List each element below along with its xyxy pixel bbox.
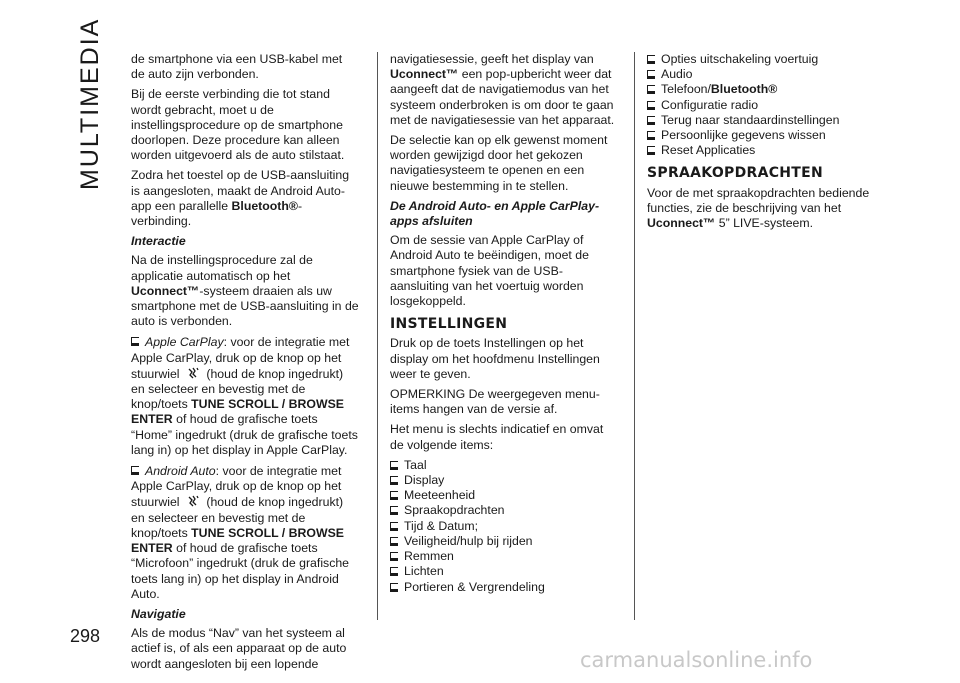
paragraph: de smartphone via een USB-kabel met de auto zijn verbonden. bbox=[131, 52, 343, 82]
text: (houd de knop ingedrukt) en selecteer en bevestig met de knop/toets bbox=[131, 366, 344, 412]
bullet-icon bbox=[647, 70, 655, 79]
list-item bbox=[647, 98, 887, 113]
text: of houd de grafische toets “Home” ingedrukt (druk de grafische toets lang in) op het display in Apple CarPlay. bbox=[131, 412, 358, 457]
list-item bbox=[647, 143, 887, 158]
paragraph bbox=[647, 186, 887, 232]
list-item-label: Lichten bbox=[404, 564, 444, 579]
paragraph: Als de modus “Nav” van het systeem al actief is, of als een apparaat op de auto wordt aangesloten bij een lopende bbox=[131, 626, 347, 671]
paragraph: Om de sessie van Apple CarPlay of Android Auto te beëindigen, moet de smartphone fysiek van de USB-aansluiting van het voertuig worden losgekoppeld. bbox=[390, 233, 589, 309]
list-item bbox=[390, 473, 620, 488]
paragraph bbox=[131, 168, 359, 229]
italic-text: Apple CarPlay bbox=[145, 335, 224, 350]
list-item-label: Telefoon/ bbox=[661, 82, 711, 97]
text: -verbinding. bbox=[131, 198, 303, 229]
list-item bbox=[647, 82, 887, 97]
text: -systeem draaien als uw smartphone met de USB-aansluiting in de auto is verbonden. bbox=[131, 283, 359, 329]
bold-text: Uconnect™ bbox=[131, 283, 200, 298]
list-item-label: Terug naar standaardinstellingen bbox=[661, 112, 840, 127]
bullet-icon bbox=[390, 476, 398, 485]
list-item bbox=[390, 488, 620, 503]
bullet-icon bbox=[647, 146, 655, 155]
list-item bbox=[647, 67, 887, 82]
list-item bbox=[647, 128, 887, 143]
paragraph: Bij de eerste verbinding die tot stand wordt gebracht, moet u de instellingsprocedure op de smartphone doorlopen. Deze procedure kan alleen worden uitgevoerd als de auto stilstaat. bbox=[131, 87, 345, 163]
text: of houd de grafische toets “Microfoon” ingedrukt (druk de grafische toets lang in) op het display in Android Auto. bbox=[131, 541, 350, 601]
paragraph bbox=[131, 253, 359, 329]
bullet-icon bbox=[647, 131, 655, 140]
list-item bbox=[390, 458, 620, 473]
subheading-interactie: Interactie bbox=[131, 234, 186, 249]
voice-command-icon bbox=[186, 366, 200, 380]
bullet-icon bbox=[390, 506, 398, 515]
list-item bbox=[390, 564, 620, 579]
italic-text: Android Auto bbox=[145, 464, 216, 479]
paragraph-carplay bbox=[131, 334, 359, 458]
text: Zodra het toestel op de USB-aansluiting is aangesloten, maakt de Android Auto-app een parallelle bbox=[131, 168, 350, 213]
list-item-label: Veiligheid/hulp bij rijden bbox=[404, 533, 533, 548]
knob-label: TUNE SCROLL / BROWSE ENTER bbox=[131, 525, 344, 556]
text: : voor de integratie met Apple CarPlay, druk op de knop op het stuurwiel bbox=[131, 464, 342, 510]
list-item-label: Remmen bbox=[404, 549, 454, 564]
list-item-label: Opties uitschakeling voertuig bbox=[661, 52, 819, 66]
bullet-icon bbox=[390, 491, 398, 500]
text: navigatiesessie, geeft het display van bbox=[390, 52, 594, 66]
bullet-icon bbox=[647, 55, 655, 64]
paragraph: Druk op de toets Instellingen op het display om het hoofdmenu Instellingen weer te geven. bbox=[390, 336, 600, 381]
list-item bbox=[390, 519, 620, 534]
text: Voor de met spraakopdrachten bediende functies, zie de beschrijving van het bbox=[647, 185, 870, 215]
settings-list-continued bbox=[647, 52, 887, 158]
list-item bbox=[390, 549, 620, 564]
bold-text: Uconnect™ bbox=[647, 216, 716, 231]
bullet-icon bbox=[647, 101, 655, 110]
bold-text: Bluetooth® bbox=[231, 198, 298, 213]
heading-spraakopdrachten: SPRAAKOPDRACHTEN bbox=[647, 165, 824, 182]
list-item bbox=[647, 52, 887, 67]
paragraph: OPMERKING De weergegeven menu-items hangen van de versie af. bbox=[390, 387, 600, 417]
text: (houd de knop ingedrukt) en selecteer en bevestig met de knop/toets bbox=[131, 495, 344, 540]
paragraph: Het menu is slechts indicatief en omvat de volgende items: bbox=[390, 422, 604, 452]
list-item-label: Configuratie radio bbox=[661, 97, 759, 112]
list-item-label: Tijd & Datum; bbox=[404, 518, 479, 533]
bold-text: Bluetooth® bbox=[710, 82, 778, 97]
list-item-label: Reset Applicaties bbox=[661, 143, 756, 158]
column-divider bbox=[634, 52, 635, 620]
list-item-label: Meeteenheid bbox=[404, 488, 476, 503]
bullet-icon bbox=[390, 583, 398, 592]
list-item bbox=[390, 534, 620, 549]
list-item bbox=[647, 113, 887, 128]
bullet-icon bbox=[390, 552, 398, 561]
text: : voor de integratie met Apple CarPlay, druk op de knop op het stuurwiel bbox=[131, 335, 350, 381]
list-item-label: Taal bbox=[404, 457, 427, 472]
settings-list bbox=[390, 458, 620, 595]
bullet-icon bbox=[390, 461, 398, 470]
paragraph: De selectie kan op elk gewenst moment worden gewijzigd door het gekozen navigatiesysteem te openen en een nieuwe bestemming in te stellen. bbox=[390, 133, 608, 193]
text: 5” LIVE-systeem. bbox=[715, 216, 814, 231]
voice-command-icon bbox=[186, 494, 200, 508]
list-item-label: Audio bbox=[661, 67, 693, 82]
bullet-icon bbox=[390, 537, 398, 546]
watermark: carmanualsonline.info bbox=[580, 648, 813, 672]
bold-text: Uconnect™ bbox=[390, 67, 459, 82]
heading-instellingen: INSTELLINGEN bbox=[390, 316, 508, 333]
column-2 bbox=[390, 52, 620, 595]
subheading-navigatie: Navigatie bbox=[131, 606, 186, 621]
section-title: MULTIMEDIA bbox=[76, 17, 104, 190]
list-item-label: Spraakopdrachten bbox=[404, 503, 505, 518]
knob-label: TUNE SCROLL / BROWSE ENTER bbox=[131, 397, 344, 427]
bullet-icon bbox=[647, 116, 655, 125]
paragraph bbox=[390, 52, 620, 128]
column-1 bbox=[131, 52, 359, 677]
text: Na de instellingsprocedure zal de applicatie automatisch op het bbox=[131, 253, 313, 283]
list-item bbox=[390, 580, 620, 595]
bullet-icon bbox=[647, 85, 655, 94]
page-number: 298 bbox=[70, 626, 101, 646]
bullet-icon bbox=[390, 567, 398, 576]
bullet-icon bbox=[131, 337, 139, 346]
text: een pop-upbericht weer dat aangeeft dat de navigatiemodus van het systeem onderbroken is om door te gaan met de navigatiesessie van het apparaat. bbox=[390, 67, 615, 127]
list-item-label: Persoonlijke gegevens wissen bbox=[661, 128, 826, 143]
bullet-icon bbox=[390, 522, 398, 531]
subheading-afsluiten: De Android Auto- en Apple CarPlay-apps afsluiten bbox=[390, 198, 600, 229]
list-item-label: Portieren & Vergrendeling bbox=[404, 579, 545, 594]
column-divider bbox=[377, 52, 378, 620]
bullet-icon bbox=[131, 466, 139, 475]
list-item-label: Display bbox=[404, 473, 445, 488]
column-3 bbox=[647, 52, 887, 236]
list-item bbox=[390, 503, 620, 518]
paragraph-android-auto bbox=[131, 463, 359, 602]
